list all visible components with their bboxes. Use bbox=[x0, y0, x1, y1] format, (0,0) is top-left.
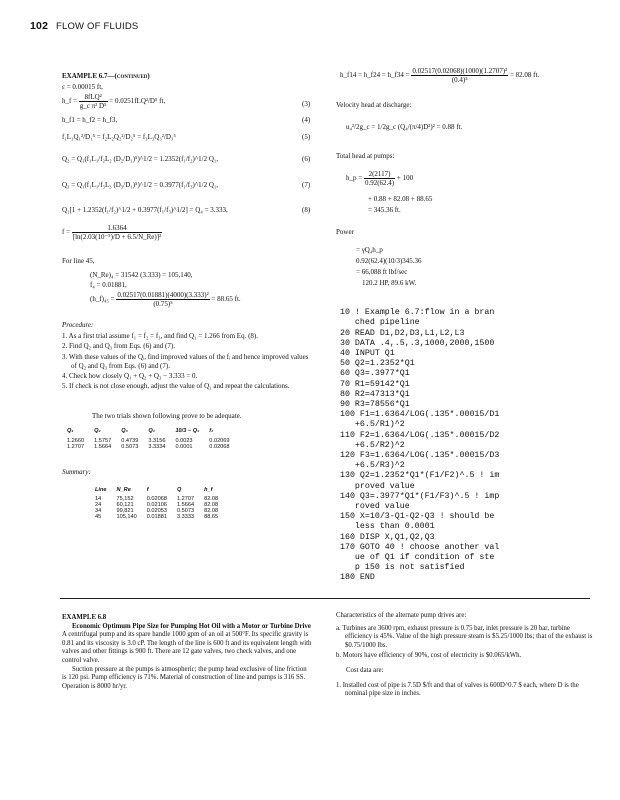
equation-4: h_f1 = h_f2 = h_f3, bbox=[62, 116, 118, 124]
summary-title: Summary: bbox=[62, 468, 91, 476]
list-item: a. Turbines are 3600 rpm, exhaust pressure is 0.75 bar, inlet pressure is 20 bar, turbine efficiency is 45%. Value of the high pressure steam is $5.25/1000 lbs; that of the exhaust is $0.75/1000 lbs. bbox=[336, 624, 593, 649]
example-6-8-title: Economic Optimum Pipe Size for Pumping Hot Oil with a Motor or Turbine Drive bbox=[72, 622, 311, 630]
code-line: 70 R1=59142*Q1 bbox=[340, 379, 410, 389]
equation-5-number: (5) bbox=[302, 133, 311, 141]
code-line: roved value bbox=[340, 502, 410, 512]
code-line: 170 GOTO 40 ! choose another val bbox=[340, 542, 500, 552]
equation-6: Q₂ = Q₁(f₁L₁/f₂L₂ (D₂/D₁)⁵)^1/2 = 1.2352(f₁/f₂)^1/2 Q₁, bbox=[62, 155, 219, 163]
table-row: 34 99,821 0.02053 0.5073 82.08 bbox=[95, 508, 219, 514]
table-row: 24 60,121 0.02106 1.5664 82.08 bbox=[95, 502, 219, 508]
friction-factor-equation: f = $\frac{1.6364}{\text{[ln(2.03(10⁻⁵)/D + 6.5/N\_Re)]²}}$ bbox=[62, 224, 162, 241]
procedure-step: 3. With these values of the Qᵢ, find improved values of the fᵢ and hence improved values of Q₂ and Q₃ from Eqs. (6) and (7). bbox=[62, 352, 309, 370]
code-line: 40 INPUT Q1 bbox=[340, 349, 395, 359]
trials-text: The two trials shown following prove to be adequate. bbox=[92, 412, 242, 420]
head-loss-equation: h_f14 = h_f24 = h_f34 = $\frac{\text{0.02517(0.02068)(1000)(1.2707)²}}{\text{(0.4)⁵}}$ = 82.08 ft. bbox=[340, 67, 540, 84]
code-line: p 150 is not satisfied bbox=[340, 563, 465, 573]
equation-8-number: (8) bbox=[302, 206, 311, 214]
page-header bbox=[30, 20, 138, 32]
table-row: 1.2660 1.5757 0.4739 3.3156 0.0023 0.02069 bbox=[67, 438, 230, 444]
pump-head-equation: h_p = $\frac{2(2117)}{0.92(62.4)}$ + 100 bbox=[346, 170, 414, 187]
epsilon-value: ε = 0.00015 ft, bbox=[62, 83, 103, 91]
pump-head-line-2: + 0.88 + 82.08 + 88.65 bbox=[368, 195, 433, 203]
power-line: = 66,088 ft lbf/sec bbox=[356, 268, 408, 276]
velocity-head-equation: u₄²/2g_c = 1/2g_c (Q₄/(π/4)D²)² = 0.88 ft. bbox=[346, 123, 463, 131]
equation-7-number: (7) bbox=[302, 181, 311, 189]
code-line: 90 R3=78556*Q1 bbox=[340, 400, 410, 410]
example-6-8-left bbox=[62, 614, 312, 691]
code-line: 140 Q3=.3977*Q1*(F1/F3)^.5 ! imp bbox=[340, 491, 500, 501]
summary-table: Line N_Re f Q h_f 14 75,152 0.02068 1.2707 82.08 24 60,121 0.02106 1.5664 82.08 34 99,821 0.02053 0.5073 82.08 45 105,140 0.01881 3.3333 88.65 bbox=[90, 487, 223, 520]
example-6-8-paragraph: Suction pressure at the pumps is atmospheric; the pump head exclusive of line friction is 120 psi. Pump efficiency is 71%. Material of construction of line and pumps is 316 SS. Operation is 8000 hr/yr. bbox=[62, 665, 307, 690]
equation-7: Q₃ = Q₁(f₁L₁/f₃L₃ (D₃/D₁)⁵)^1/2 = 0.3977(f₁/f₃)^1/2 Q₁, bbox=[62, 181, 219, 189]
code-line: less than 0.0001 bbox=[340, 522, 435, 532]
code-line: 60 Q3=.3977*Q1 bbox=[340, 369, 410, 379]
equation-3: h_f = $\frac{\text{8fLQ²}}{\text{g\_c π² D⁵}}$ = 0.0251fLQ²/D⁵ ft, bbox=[62, 93, 166, 110]
list-item: 1. Installed cost of pipe is 7.5D $/ft and that of valves is 600D^0.7 $ each, where D is the nominal pipe size in inches. bbox=[336, 681, 579, 698]
page-number: 102 bbox=[30, 20, 49, 32]
running-title: FLOW OF FLUIDS bbox=[55, 21, 139, 32]
f-45: f₄ = 0.01881, bbox=[90, 281, 127, 289]
power-title: Power bbox=[336, 228, 354, 236]
procedure-section bbox=[62, 321, 314, 392]
code-line: ue of Q1 if condition of ste bbox=[340, 553, 495, 563]
code-line: 20 READ D1,D2,D3,L1,L2,L3 bbox=[340, 328, 465, 338]
equation-3-number: (3) bbox=[302, 100, 311, 108]
code-line: +6.5/R3)^2 bbox=[340, 461, 405, 471]
code-line: 30 DATA .4,.5,.3,1000,2000,1500 bbox=[340, 338, 495, 348]
list-item: b. Motors have efficiency of 90%, cost of electricity is $0.065/kWh. bbox=[336, 652, 522, 660]
equation-4-number: (4) bbox=[302, 116, 311, 124]
line-45-label: For line 45, bbox=[62, 257, 95, 265]
pump-drive-title: Characteristics of the alternate pump drives are: bbox=[336, 612, 467, 619]
velocity-head-title: Velocity head at discharge: bbox=[336, 101, 412, 109]
equation-5: f₁L₁Q₁²/D₁⁵ = f₂L₂Q₂²/D₂⁵ = f₃L₃Q₃²/D₃⁵ bbox=[62, 133, 176, 141]
code-line: 150 X=10/3-Q1-Q2-Q3 ! should be bbox=[340, 512, 495, 522]
cost-data-title: Cost data are: bbox=[346, 666, 384, 674]
head-loss-45: (h_f)₄₅ = $\frac{\text{0.02517(0.01881)(4000)(3.333)²}}{\text{(0.75)⁵}}$ = 88.65 ft. bbox=[90, 291, 241, 308]
procedure-step: 4. Check how closely Q₁ + Q₂ + Q₃ − 3.333 = 0. bbox=[62, 372, 198, 381]
power-line: = γQ₄h_p bbox=[356, 246, 383, 254]
procedure-step: 1. As a first trial assume f₁ = f₂ = f₃, and find Q₁ = 1.266 from Eq. (8). bbox=[62, 332, 258, 341]
code-line: 160 DISP X,Q1,Q2,Q3 bbox=[340, 532, 435, 542]
example-6-8-right bbox=[336, 612, 594, 699]
power-line: 120.2 HP, 89.6 kW. bbox=[362, 279, 417, 287]
procedure-title: Procedure: bbox=[62, 321, 94, 329]
code-line: 50 Q2=1.2352*Q1 bbox=[340, 359, 415, 369]
code-line: 110 F2=1.6364/LOG(.135*.00015/D2 bbox=[340, 430, 500, 440]
reynolds-45: (N_Re)₄ = 31542 (3.333) = 105,140, bbox=[90, 271, 193, 279]
example-6-8-heading: EXAMPLE 6.8 bbox=[62, 614, 107, 621]
code-line: 180 END bbox=[340, 573, 375, 583]
code-line: ched pipeline bbox=[340, 318, 420, 328]
total-head-title: Total head at pumps: bbox=[336, 152, 395, 160]
table-row: 14 75,152 0.02068 1.2707 82.08 bbox=[95, 496, 219, 502]
code-line: 80 R2=47313*Q1 bbox=[340, 389, 410, 399]
table-row: 45 105,140 0.01881 3.3333 88.65 bbox=[95, 514, 219, 520]
procedure-step: 5. If check is not close enough, adjust the value of Q₁ and repeat the calculations. bbox=[62, 382, 290, 391]
table-row: 1.2707 1.5664 0.5073 3.3334 0.0001 0.02068 bbox=[67, 444, 230, 450]
section-divider bbox=[60, 598, 590, 599]
procedure-step: 2. Find Q₂ and Q₃ from Eqs. (6) and (7). bbox=[62, 342, 175, 351]
code-line: +6.5/R2)^2 bbox=[340, 440, 405, 450]
trials-table: Q₁ Q₂ Q₃ Q₄ 10/3 − Q₄ f₁ 1.2660 1.5757 0.4739 3.3156 0.0023 0.02069 1.2707 1.5664 0.5073 3.3334 0.0001 0.02068 bbox=[62, 428, 235, 450]
power-line: 0.92(62.4)(10/3)345.36 bbox=[356, 257, 422, 265]
equation-6-number: (6) bbox=[302, 155, 311, 163]
equation-8: Q₁[1 + 1.2352(f₁/f₂)^1/2 + 0.3977(f₁/f₃)^1/2] = Q₄ = 3.333, bbox=[62, 206, 228, 214]
pump-head-result: = 345.36 ft. bbox=[368, 206, 401, 214]
code-line: 120 F3=1.6364/LOG(.135*.00015/D3 bbox=[340, 451, 500, 461]
code-line: 130 Q2=1.2352*Q1*(F1/F2)^.5 ! im bbox=[340, 471, 500, 481]
code-line: 10 ! Example 6.7:flow in a bran bbox=[340, 308, 495, 318]
code-line: 100 F1=1.6364/LOG(.135*.00015/D1 bbox=[340, 410, 500, 420]
example-6-8-paragraph: A centrifugal pump and its spare handle 1000 gpm of an oil at 500°F. Its specific gravity is 0.81 and its viscosity is 3.0 cP. The length of the line is 600 ft and its equivalent length with valves and other fittings is 900 ft. There are 12 gate valves, two check valves, and one control valve. bbox=[62, 631, 312, 664]
code-line: proved value bbox=[340, 481, 415, 491]
code-line: +6.5/R1)^2 bbox=[340, 420, 405, 430]
basic-program-listing bbox=[340, 298, 499, 594]
example-heading: EXAMPLE 6.7—(continued) bbox=[62, 72, 150, 80]
